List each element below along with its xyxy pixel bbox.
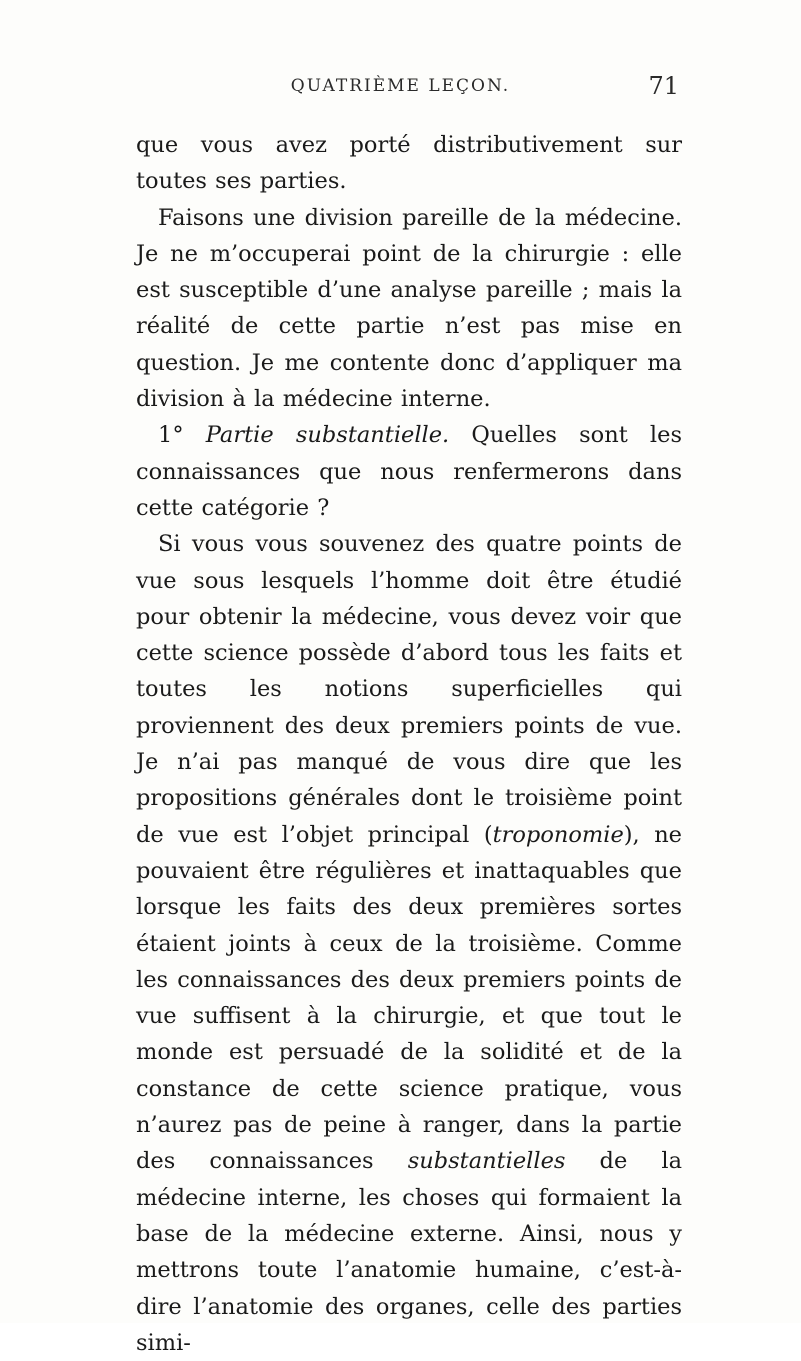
paragraph-4 [136,526,682,1361]
paragraph-2 [136,200,682,418]
italic-heading: Partie substantielle. [205,422,450,449]
text-segment: Faisons une division pareille de la médecine. Je ne m’occuperai point de la chirurgie : elle est susceptible d’une analyse pareille ; mais la réalité de cette partie n’est pas mise en question. Je me contente donc d’appliquer ma division à la médecine interne. [136,204,682,413]
text-segment: Si vous vous souvenez des quatre points de vue sous lesquels l’homme doit être étudié pour obtenir la médecine, vous devez voir que cette science possède d’abord tous les faits et toutes les notions superficielles qui proviennent des deux premiers points de vue. Je n’ai pas manqué de vous dire que les propositions générales dont le troisième point de vue est l’objet principal ( [136,531,682,848]
text-segment: que vous avez porté distributivement sur toutes ses parties. [136,132,682,195]
text-segment: Quelles sont les connaissances que nous renfermerons dans cette catégorie ? [136,422,682,521]
paragraph-3 [136,417,682,526]
italic-term: substantielles [407,1148,566,1175]
page-number: 71 [648,72,679,100]
text-segment: 1° [158,422,206,449]
italic-term: troponomie [492,821,624,848]
running-head [0,72,801,102]
body-text [136,127,682,1361]
text-segment: ), ne pouvaient être régulières et inattaquables que lorsque les faits des deux premières sortes étaient joints à ceux de la troisième. Comme les connaissances des deux premiers points de vue suffisent à la chirurgie, et que tout le monde est persuadé de la solidité et de la constance de cette science pratique, vous n’aurez pas de peine à ranger, dans la partie des connaissances [136,821,682,1175]
paragraph-1 [136,127,682,200]
running-title: QUATRIÈME LEÇON. [290,76,511,96]
text-segment: de la médecine interne, les choses qui formaient la base de la médecine externe. Ainsi, nous y mettrons toute l’anatomie humaine, c’est-à-dire l’anatomie des organes, celle des parties simi- [136,1148,682,1356]
